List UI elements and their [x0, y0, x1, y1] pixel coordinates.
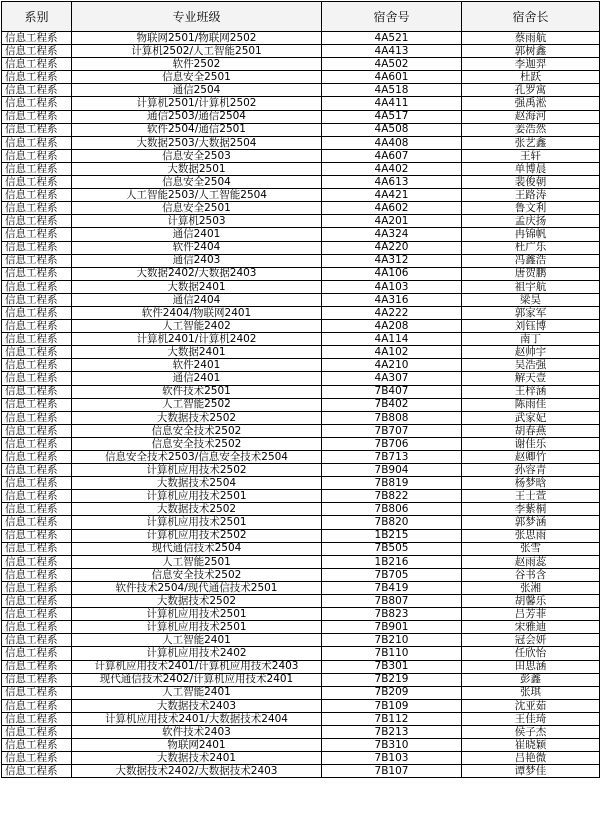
leader-cell: 解天壹: [462, 372, 600, 385]
class-cell: 大数据2501: [72, 162, 322, 175]
department-cell: 信息工程系: [2, 280, 72, 293]
leader-cell: 赵海河: [462, 110, 600, 123]
room-cell: 7B904: [322, 464, 462, 477]
department-cell: 信息工程系: [2, 712, 72, 725]
leader-cell: 郭家军: [462, 306, 600, 319]
class-cell: 人工智能2503/人工智能2504: [72, 189, 322, 202]
room-cell: 7B901: [322, 621, 462, 634]
class-cell: 大数据2401: [72, 346, 322, 359]
room-cell: 4A201: [322, 215, 462, 228]
department-cell: 信息工程系: [2, 739, 72, 752]
department-cell: 信息工程系: [2, 490, 72, 503]
department-cell: 信息工程系: [2, 359, 72, 372]
leader-cell: 胡馨乐: [462, 595, 600, 608]
room-cell: 4A114: [322, 333, 462, 346]
table-row: [2, 660, 600, 673]
room-cell: 4A502: [322, 58, 462, 71]
leader-cell: 郭梦涵: [462, 516, 600, 529]
department-cell: 信息工程系: [2, 555, 72, 568]
class-cell: 现代通信技术2402/计算机应用技术2401: [72, 673, 322, 686]
room-cell: 7B820: [322, 516, 462, 529]
leader-cell: 唐贺鹏: [462, 267, 600, 280]
department-cell: 信息工程系: [2, 464, 72, 477]
table-row: [2, 451, 600, 464]
room-cell: 7B706: [322, 437, 462, 450]
class-cell: 大数据2402/大数据2403: [72, 267, 322, 280]
department-cell: 信息工程系: [2, 752, 72, 765]
leader-cell: 赵卿竹: [462, 451, 600, 464]
department-cell: 信息工程系: [2, 228, 72, 241]
room-cell: 4A413: [322, 45, 462, 58]
class-cell: 信息安全2501: [72, 202, 322, 215]
room-cell: 7B109: [322, 699, 462, 712]
table-row: [2, 149, 600, 162]
class-cell: 计算机应用技术2501: [72, 490, 322, 503]
department-cell: 信息工程系: [2, 45, 72, 58]
class-cell: 通信2503/通信2504: [72, 110, 322, 123]
leader-cell: 赵帅宇: [462, 346, 600, 359]
table-row: [2, 228, 600, 241]
room-cell: 7B210: [322, 634, 462, 647]
department-cell: 信息工程系: [2, 149, 72, 162]
room-cell: 7B505: [322, 542, 462, 555]
room-cell: 4A601: [322, 71, 462, 84]
table-row: [2, 621, 600, 634]
department-cell: 信息工程系: [2, 176, 72, 189]
leader-cell: 王佳琦: [462, 712, 600, 725]
table-row: [2, 320, 600, 333]
leader-cell: 冠会妍: [462, 634, 600, 647]
room-cell: 4A517: [322, 110, 462, 123]
room-cell: 4A316: [322, 293, 462, 306]
table-row: [2, 608, 600, 621]
department-cell: 信息工程系: [2, 202, 72, 215]
leader-cell: 郭树鑫: [462, 45, 600, 58]
room-cell: 7B112: [322, 712, 462, 725]
class-cell: 现代通信技术2504: [72, 542, 322, 555]
table-row: [2, 725, 600, 738]
leader-cell: 鲁文利: [462, 202, 600, 215]
department-cell: 信息工程系: [2, 660, 72, 673]
class-cell: 大数据技术2502: [72, 411, 322, 424]
department-cell: 信息工程系: [2, 136, 72, 149]
table-row: [2, 110, 600, 123]
department-cell: 信息工程系: [2, 398, 72, 411]
department-cell: 信息工程系: [2, 542, 72, 555]
room-cell: 7B807: [322, 595, 462, 608]
table-row: [2, 529, 600, 542]
table-row: [2, 503, 600, 516]
department-cell: 信息工程系: [2, 477, 72, 490]
class-cell: 通信2401: [72, 228, 322, 241]
class-cell: 通信2403: [72, 254, 322, 267]
table-row: [2, 71, 600, 84]
leader-cell: 梁昊: [462, 293, 600, 306]
department-cell: 信息工程系: [2, 241, 72, 254]
dormitory-sheet: [0, 1, 600, 824]
table-row: [2, 123, 600, 136]
leader-cell: 刘钰博: [462, 320, 600, 333]
department-cell: 信息工程系: [2, 320, 72, 333]
table-row: [2, 254, 600, 267]
leader-cell: 谭梦佳: [462, 765, 600, 778]
room-cell: 7B301: [322, 660, 462, 673]
room-cell: 4A106: [322, 267, 462, 280]
class-cell: 软件技术2501: [72, 385, 322, 398]
leader-cell: 谢佳乐: [462, 437, 600, 450]
room-cell: 4A103: [322, 280, 462, 293]
department-cell: 信息工程系: [2, 516, 72, 529]
class-cell: 大数据技术2401: [72, 752, 322, 765]
leader-cell: 孔罗寓: [462, 84, 600, 97]
department-cell: 信息工程系: [2, 568, 72, 581]
leader-cell: 吕芳菲: [462, 608, 600, 621]
table-row: [2, 58, 600, 71]
department-cell: 信息工程系: [2, 608, 72, 621]
class-cell: 通信2401: [72, 372, 322, 385]
class-cell: 计算机应用技术2401/大数据技术2404: [72, 712, 322, 725]
leader-cell: 裴俊朝: [462, 176, 600, 189]
header-room: 宿舍号: [322, 2, 462, 32]
leader-cell: 王士萱: [462, 490, 600, 503]
leader-cell: 蔡雨航: [462, 32, 600, 45]
room-cell: 7B402: [322, 398, 462, 411]
leader-cell: 胡春燕: [462, 424, 600, 437]
leader-cell: 赵雨蕊: [462, 555, 600, 568]
class-cell: 人工智能2401: [72, 686, 322, 699]
table-row: [2, 673, 600, 686]
department-cell: 信息工程系: [2, 647, 72, 660]
table-row: [2, 516, 600, 529]
room-cell: 4A307: [322, 372, 462, 385]
class-cell: 大数据2503/大数据2504: [72, 136, 322, 149]
table-row: [2, 162, 600, 175]
class-cell: 信息安全技术2502: [72, 424, 322, 437]
leader-cell: 陈雨佳: [462, 398, 600, 411]
department-cell: 信息工程系: [2, 71, 72, 84]
class-cell: 物联网2501/物联网2502: [72, 32, 322, 45]
header-leader: 宿舍长: [462, 2, 600, 32]
leader-cell: 张雪: [462, 542, 600, 555]
table-row: [2, 477, 600, 490]
room-cell: 4A408: [322, 136, 462, 149]
class-cell: 计算机2401/计算机2402: [72, 333, 322, 346]
table-row: [2, 595, 600, 608]
department-cell: 信息工程系: [2, 162, 72, 175]
department-cell: 信息工程系: [2, 215, 72, 228]
class-cell: 信息安全技术2502: [72, 437, 322, 450]
room-cell: 7B107: [322, 765, 462, 778]
room-cell: 7B806: [322, 503, 462, 516]
department-cell: 信息工程系: [2, 58, 72, 71]
table-row: [2, 333, 600, 346]
leader-cell: 杨梦晗: [462, 477, 600, 490]
department-cell: 信息工程系: [2, 451, 72, 464]
dormitory-table: [1, 1, 600, 778]
room-cell: 4A602: [322, 202, 462, 215]
header-department: 系别: [2, 2, 72, 32]
class-cell: 信息安全技术2503/信息安全技术2504: [72, 451, 322, 464]
room-cell: 7B407: [322, 385, 462, 398]
room-cell: 4A102: [322, 346, 462, 359]
leader-cell: 王梓涵: [462, 385, 600, 398]
department-cell: 信息工程系: [2, 97, 72, 110]
table-row: [2, 359, 600, 372]
leader-cell: 任欣怡: [462, 647, 600, 660]
table-row: [2, 437, 600, 450]
room-cell: 4A222: [322, 306, 462, 319]
class-cell: 信息安全2503: [72, 149, 322, 162]
leader-cell: 田思涵: [462, 660, 600, 673]
department-cell: 信息工程系: [2, 765, 72, 778]
room-cell: 7B705: [322, 568, 462, 581]
department-cell: 信息工程系: [2, 123, 72, 136]
table-row: [2, 542, 600, 555]
class-cell: 软件2401: [72, 359, 322, 372]
class-cell: 信息安全2501: [72, 71, 322, 84]
room-cell: 7B707: [322, 424, 462, 437]
leader-cell: 崔晓颖: [462, 739, 600, 752]
table-row: [2, 555, 600, 568]
table-row: [2, 97, 600, 110]
table-row: [2, 490, 600, 503]
leader-cell: 张湘: [462, 581, 600, 594]
department-cell: 信息工程系: [2, 686, 72, 699]
room-cell: 4A210: [322, 359, 462, 372]
leader-cell: 吴浩强: [462, 359, 600, 372]
class-cell: 计算机应用技术2401/计算机应用技术2403: [72, 660, 322, 673]
class-cell: 大数据技术2403: [72, 699, 322, 712]
room-cell: 7B819: [322, 477, 462, 490]
class-cell: 人工智能2501: [72, 555, 322, 568]
table-row: [2, 293, 600, 306]
class-cell: 软件2404/物联网2401: [72, 306, 322, 319]
leader-cell: 李紫桐: [462, 503, 600, 516]
leader-cell: 姜浩然: [462, 123, 600, 136]
class-cell: 人工智能2402: [72, 320, 322, 333]
class-cell: 计算机2502/人工智能2501: [72, 45, 322, 58]
leader-cell: 武家妃: [462, 411, 600, 424]
leader-cell: 张艺鑫: [462, 136, 600, 149]
department-cell: 信息工程系: [2, 267, 72, 280]
department-cell: 信息工程系: [2, 595, 72, 608]
leader-cell: 张琪: [462, 686, 600, 699]
leader-cell: 宋雅迪: [462, 621, 600, 634]
table-row: [2, 765, 600, 778]
table-row: [2, 280, 600, 293]
table-row: [2, 385, 600, 398]
table-row: [2, 647, 600, 660]
table-row: [2, 306, 600, 319]
leader-cell: 王路涛: [462, 189, 600, 202]
table-row: [2, 45, 600, 58]
department-cell: 信息工程系: [2, 372, 72, 385]
leader-cell: 张思雨: [462, 529, 600, 542]
table-row: [2, 189, 600, 202]
department-cell: 信息工程系: [2, 634, 72, 647]
department-cell: 信息工程系: [2, 346, 72, 359]
leader-cell: 杜广乐: [462, 241, 600, 254]
room-cell: 7B310: [322, 739, 462, 752]
class-cell: 软件2404: [72, 241, 322, 254]
room-cell: 4A607: [322, 149, 462, 162]
department-cell: 信息工程系: [2, 293, 72, 306]
class-cell: 大数据技术2502: [72, 595, 322, 608]
room-cell: 7B419: [322, 581, 462, 594]
leader-cell: 吕艳微: [462, 752, 600, 765]
room-cell: 4A421: [322, 189, 462, 202]
room-cell: 4A613: [322, 176, 462, 189]
class-cell: 大数据技术2504: [72, 477, 322, 490]
class-cell: 计算机2503: [72, 215, 322, 228]
table-row: [2, 568, 600, 581]
department-cell: 信息工程系: [2, 437, 72, 450]
department-cell: 信息工程系: [2, 581, 72, 594]
leader-cell: 沈亚茹: [462, 699, 600, 712]
table-row: [2, 712, 600, 725]
class-cell: 计算机应用技术2501: [72, 608, 322, 621]
department-cell: 信息工程系: [2, 411, 72, 424]
class-cell: 通信2404: [72, 293, 322, 306]
room-cell: 7B219: [322, 673, 462, 686]
class-cell: 信息安全技术2502: [72, 568, 322, 581]
leader-cell: 冯鑫浩: [462, 254, 600, 267]
leader-cell: 祖宇航: [462, 280, 600, 293]
room-cell: 4A402: [322, 162, 462, 175]
leader-cell: 侯子杰: [462, 725, 600, 738]
leader-cell: 单博晨: [462, 162, 600, 175]
table-row: [2, 752, 600, 765]
department-cell: 信息工程系: [2, 32, 72, 45]
class-cell: 软件2504/通信2501: [72, 123, 322, 136]
class-cell: 计算机2501/计算机2502: [72, 97, 322, 110]
class-cell: 通信2504: [72, 84, 322, 97]
table-row: [2, 136, 600, 149]
department-cell: 信息工程系: [2, 529, 72, 542]
department-cell: 信息工程系: [2, 699, 72, 712]
class-cell: 计算机应用技术2402: [72, 647, 322, 660]
table-row: [2, 464, 600, 477]
leader-cell: 强禹淞: [462, 97, 600, 110]
table-row: [2, 215, 600, 228]
department-cell: 信息工程系: [2, 385, 72, 398]
leader-cell: 王轩: [462, 149, 600, 162]
room-cell: 7B213: [322, 725, 462, 738]
room-cell: 4A411: [322, 97, 462, 110]
department-cell: 信息工程系: [2, 503, 72, 516]
department-cell: 信息工程系: [2, 254, 72, 267]
leader-cell: 南丁: [462, 333, 600, 346]
room-cell: 7B823: [322, 608, 462, 621]
department-cell: 信息工程系: [2, 333, 72, 346]
room-cell: 4A208: [322, 320, 462, 333]
leader-cell: 杜跃: [462, 71, 600, 84]
room-cell: 4A508: [322, 123, 462, 136]
class-cell: 软件技术2403: [72, 725, 322, 738]
table-row: [2, 202, 600, 215]
leader-cell: 李迦羿: [462, 58, 600, 71]
table-row: [2, 411, 600, 424]
room-cell: 7B808: [322, 411, 462, 424]
room-cell: 7B103: [322, 752, 462, 765]
department-cell: 信息工程系: [2, 306, 72, 319]
leader-cell: 孙容青: [462, 464, 600, 477]
department-cell: 信息工程系: [2, 84, 72, 97]
table-row: [2, 739, 600, 752]
table-body: [2, 32, 600, 778]
department-cell: 信息工程系: [2, 424, 72, 437]
department-cell: 信息工程系: [2, 673, 72, 686]
class-cell: 计算机应用技术2501: [72, 621, 322, 634]
table-row: [2, 84, 600, 97]
leader-cell: 谷书含: [462, 568, 600, 581]
table-row: [2, 372, 600, 385]
table-row: [2, 346, 600, 359]
class-cell: 人工智能2401: [72, 634, 322, 647]
room-cell: 7B110: [322, 647, 462, 660]
header-row: [2, 2, 600, 32]
department-cell: 信息工程系: [2, 725, 72, 738]
table-row: [2, 686, 600, 699]
class-cell: 大数据技术2502: [72, 503, 322, 516]
table-row: [2, 424, 600, 437]
room-cell: 4A518: [322, 84, 462, 97]
leader-cell: 冉锦帆: [462, 228, 600, 241]
class-cell: 大数据技术2402/大数据技术2403: [72, 765, 322, 778]
leader-cell: 孟庆扬: [462, 215, 600, 228]
class-cell: 大数据2401: [72, 280, 322, 293]
table-row: [2, 581, 600, 594]
room-cell: 7B713: [322, 451, 462, 464]
room-cell: 4A521: [322, 32, 462, 45]
class-cell: 软件技术2504/现代通信技术2501: [72, 581, 322, 594]
table-row: [2, 634, 600, 647]
room-cell: 4A324: [322, 228, 462, 241]
class-cell: 软件2502: [72, 58, 322, 71]
header-class: 专业班级: [72, 2, 322, 32]
table-row: [2, 398, 600, 411]
room-cell: 4A312: [322, 254, 462, 267]
table-row: [2, 267, 600, 280]
class-cell: 信息安全2504: [72, 176, 322, 189]
department-cell: 信息工程系: [2, 189, 72, 202]
class-cell: 人工智能2502: [72, 398, 322, 411]
table-row: [2, 32, 600, 45]
room-cell: 7B209: [322, 686, 462, 699]
room-cell: 1B215: [322, 529, 462, 542]
class-cell: 计算机应用技术2501: [72, 516, 322, 529]
table-row: [2, 176, 600, 189]
table-row: [2, 241, 600, 254]
room-cell: 4A220: [322, 241, 462, 254]
table-row: [2, 699, 600, 712]
department-cell: 信息工程系: [2, 110, 72, 123]
room-cell: 7B822: [322, 490, 462, 503]
class-cell: 计算机应用技术2502: [72, 529, 322, 542]
class-cell: 物联网2401: [72, 739, 322, 752]
leader-cell: 彭鑫: [462, 673, 600, 686]
room-cell: 1B216: [322, 555, 462, 568]
department-cell: 信息工程系: [2, 621, 72, 634]
class-cell: 计算机应用技术2502: [72, 464, 322, 477]
